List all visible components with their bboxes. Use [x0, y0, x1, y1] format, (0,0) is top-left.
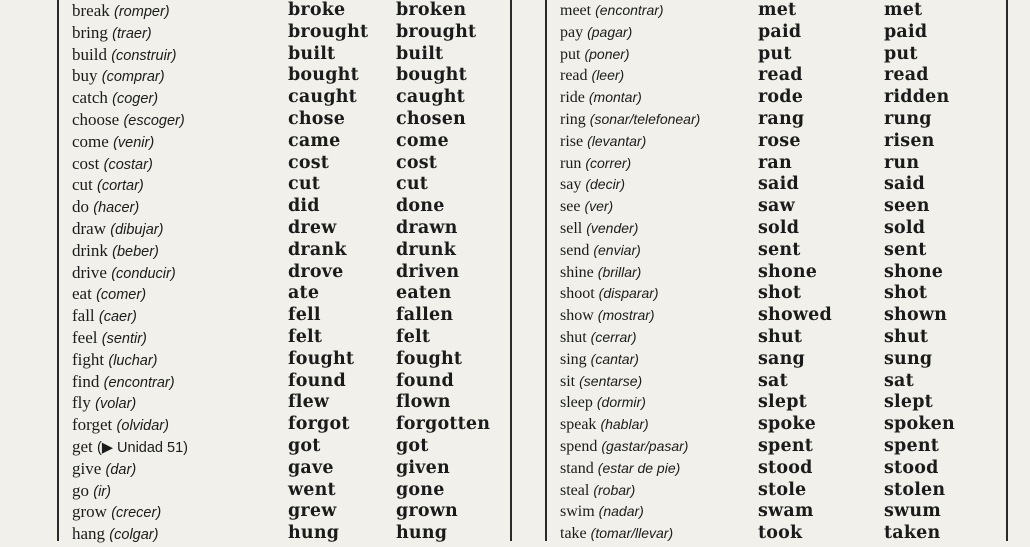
base-form	[72, 414, 169, 438]
base-form	[72, 131, 154, 155]
base-form	[560, 371, 642, 393]
past-participle: driven	[396, 261, 460, 282]
past-participle: said	[884, 174, 925, 195]
base-form	[560, 327, 637, 349]
past-simple: fell	[288, 305, 321, 326]
base-verb: break	[72, 1, 110, 20]
base-verb: buy	[72, 66, 98, 86]
base-verb: shine	[560, 263, 594, 281]
spanish-translation: (cantar)	[590, 350, 639, 367]
past-participle: fought	[396, 348, 463, 369]
base-form	[560, 523, 673, 545]
past-participle: seen	[884, 196, 930, 217]
past-simple: ate	[288, 283, 320, 304]
past-simple: showed	[758, 305, 832, 326]
base-form	[72, 196, 139, 220]
base-form	[72, 458, 136, 482]
base-verb: sell	[560, 219, 583, 237]
spanish-translation: (gastar/pasar)	[601, 437, 689, 454]
base-verb: run	[560, 154, 582, 172]
spanish-translation: (comprar)	[101, 69, 165, 86]
base-form	[560, 305, 655, 327]
base-form	[72, 174, 144, 198]
spanish-translation: (mostrar)	[597, 307, 655, 324]
base-verb: pay	[560, 23, 584, 41]
past-participle: brought	[396, 21, 477, 42]
base-form	[560, 174, 625, 196]
base-form	[72, 87, 158, 111]
spanish-translation: (robar)	[593, 481, 636, 498]
past-simple: sold	[758, 217, 800, 238]
past-participle: eaten	[396, 283, 452, 304]
spanish-translation: (cortar)	[97, 178, 144, 195]
base-verb: grow	[72, 502, 107, 522]
spanish-translation: (construir)	[111, 47, 177, 64]
column-rule	[510, 0, 512, 541]
past-participle: got	[396, 435, 429, 456]
past-participle: stood	[884, 457, 939, 478]
base-verb: ring	[560, 110, 586, 128]
spanish-translation: (disparar)	[598, 285, 659, 302]
base-form	[560, 349, 639, 371]
past-participle: ridden	[884, 87, 950, 108]
past-simple: sent	[758, 239, 801, 260]
base-verb: swim	[560, 503, 595, 521]
past-simple: spent	[758, 435, 814, 456]
base-form	[72, 392, 136, 416]
base-form	[72, 305, 137, 329]
past-simple: rang	[758, 108, 805, 129]
past-participle: done	[396, 196, 445, 217]
past-participle: sat	[884, 370, 914, 391]
past-participle: paid	[884, 21, 928, 42]
base-form	[560, 458, 680, 480]
spanish-translation: (correr)	[585, 154, 632, 171]
past-simple: chose	[288, 108, 346, 129]
past-simple: built	[288, 43, 336, 64]
base-form	[560, 392, 646, 414]
base-form	[560, 436, 688, 458]
base-form	[560, 218, 638, 240]
past-simple: read	[758, 65, 803, 86]
base-verb: cost	[72, 153, 100, 173]
base-verb: drive	[72, 262, 107, 282]
base-form	[72, 262, 176, 286]
spanish-translation: (sentarse)	[579, 372, 643, 389]
base-form	[560, 196, 613, 218]
past-participle: read	[884, 65, 929, 86]
past-simple: swam	[758, 501, 814, 522]
base-verb: catch	[72, 88, 108, 108]
past-participle: flown	[396, 392, 451, 413]
past-participle: bought	[396, 65, 467, 86]
spanish-translation: (dar)	[105, 461, 137, 478]
past-participle: spoken	[884, 414, 955, 435]
spanish-translation: (encontrar)	[595, 2, 664, 18]
past-simple: got	[288, 435, 321, 456]
base-verb: choose	[72, 109, 120, 129]
past-participle: gone	[396, 479, 445, 500]
past-simple: drove	[288, 261, 344, 282]
past-simple: ran	[758, 152, 792, 173]
spanish-translation: (escoger)	[123, 112, 185, 129]
past-participle: stolen	[884, 479, 946, 500]
past-simple: fought	[288, 348, 355, 369]
past-participle: broken	[396, 0, 467, 20]
past-simple: cut	[288, 174, 321, 195]
past-simple: stood	[758, 457, 813, 478]
column-rule	[57, 0, 59, 541]
base-verb: stand	[560, 459, 594, 477]
past-participle: grown	[396, 501, 458, 522]
spanish-translation: (olvidar)	[116, 418, 169, 435]
column-rule	[545, 0, 547, 541]
past-simple: sat	[758, 370, 788, 391]
past-participle: caught	[396, 87, 465, 108]
base-form	[72, 109, 185, 133]
past-participle: shone	[884, 261, 944, 282]
base-form	[560, 414, 649, 436]
spanish-translation: (luchar)	[108, 352, 158, 369]
past-participle: drawn	[396, 217, 458, 238]
past-participle: felt	[396, 326, 431, 347]
past-participle: spent	[884, 435, 940, 456]
past-simple: brought	[288, 21, 369, 42]
spanish-translation: (venir)	[113, 134, 155, 151]
past-participle: shown	[884, 305, 948, 326]
base-verb: sit	[560, 372, 576, 390]
past-simple: hung	[288, 523, 340, 544]
base-verb: drink	[72, 240, 108, 260]
past-participle: shut	[884, 326, 929, 347]
past-simple: slept	[758, 392, 807, 413]
spanish-translation: (sentir)	[101, 330, 147, 347]
base-verb: show	[560, 307, 594, 325]
past-participle: come	[396, 130, 449, 151]
past-participle: swum	[884, 501, 941, 522]
base-verb: speak	[560, 416, 597, 434]
base-form	[560, 501, 644, 523]
past-participle: cost	[396, 152, 438, 173]
base-verb: come	[72, 131, 109, 151]
base-verb: forget	[72, 415, 113, 435]
base-verb: fight	[72, 349, 105, 369]
base-verb: shoot	[560, 285, 595, 303]
base-verb: build	[72, 44, 107, 64]
base-verb: get	[72, 436, 93, 456]
base-form	[72, 501, 161, 525]
spanish-translation: (montar)	[588, 89, 642, 106]
past-simple: spoke	[758, 414, 817, 435]
base-verb: rise	[560, 132, 584, 150]
spanish-translation: (estar de pie)	[597, 459, 681, 476]
spanish-translation: (cerrar)	[590, 328, 637, 345]
past-participle: hung	[396, 523, 448, 544]
base-verb: hang	[72, 524, 106, 544]
base-verb: shut	[560, 328, 587, 346]
past-simple: took	[758, 523, 803, 544]
spanish-translation: (brillar)	[597, 263, 642, 280]
spanish-translation: (costar)	[103, 156, 153, 173]
spanish-translation: (decir)	[585, 176, 625, 193]
past-simple: came	[288, 130, 341, 151]
past-participle: built	[396, 43, 444, 64]
past-participle: given	[396, 457, 450, 478]
base-verb: fall	[72, 306, 95, 326]
base-verb: feel	[72, 327, 98, 347]
spanish-translation: (enviar)	[593, 241, 641, 258]
past-participle: rung	[884, 108, 932, 129]
past-participle: found	[396, 370, 454, 391]
spanish-translation: (tomar/llevar)	[590, 525, 674, 542]
past-participle: sold	[884, 217, 926, 238]
past-participle: shot	[884, 283, 928, 304]
past-simple: felt	[288, 326, 323, 347]
base-form	[560, 22, 632, 44]
past-simple: forgot	[288, 414, 350, 435]
base-verb: draw	[72, 218, 106, 238]
base-verb: sleep	[560, 394, 593, 412]
past-simple: went	[288, 479, 336, 500]
base-form	[72, 0, 170, 24]
spanish-translation: (dormir)	[596, 394, 646, 411]
base-verb: eat	[72, 284, 92, 304]
past-participle: met	[884, 0, 923, 20]
past-simple: cost	[288, 152, 330, 173]
base-form	[560, 131, 646, 153]
past-simple: sang	[758, 348, 805, 369]
past-simple: paid	[758, 21, 802, 42]
spanish-translation: (ir)	[93, 483, 111, 500]
past-simple: stole	[758, 479, 807, 500]
past-simple: bought	[288, 65, 359, 86]
past-participle: risen	[884, 130, 935, 151]
spanish-translation: (beber)	[112, 243, 159, 260]
base-form	[72, 218, 163, 242]
spanish-translation: (sonar/telefonear)	[589, 110, 701, 127]
base-verb: do	[72, 197, 89, 217]
base-form	[560, 44, 630, 66]
base-form	[72, 436, 188, 460]
past-simple: shot	[758, 283, 802, 304]
base-form	[72, 371, 175, 395]
base-verb: ride	[560, 89, 585, 107]
past-simple: drank	[288, 239, 347, 260]
past-simple: put	[758, 43, 792, 64]
past-simple: saw	[758, 196, 795, 217]
past-participle: cut	[396, 174, 429, 195]
spanish-translation: (ver)	[584, 198, 614, 215]
base-verb: sing	[560, 350, 587, 368]
unit-reference: (▶ Unidad 51)	[97, 439, 188, 456]
base-verb: fly	[72, 393, 91, 413]
base-form	[560, 109, 700, 131]
past-participle: fallen	[396, 305, 454, 326]
base-verb: read	[560, 67, 588, 85]
past-simple: found	[288, 370, 346, 391]
base-form	[72, 349, 158, 373]
base-verb: find	[72, 371, 100, 391]
spanish-translation: (crecer)	[111, 505, 162, 522]
past-participle: taken	[884, 523, 941, 544]
base-form	[72, 44, 176, 68]
base-form	[560, 262, 641, 284]
base-form	[72, 480, 111, 504]
spanish-translation: (volar)	[95, 396, 137, 413]
base-form	[72, 283, 146, 307]
spanish-translation: (romper)	[114, 4, 170, 20]
base-verb: meet	[560, 2, 592, 19]
base-form	[72, 65, 165, 89]
base-form	[560, 240, 641, 262]
base-verb: go	[72, 480, 89, 500]
spanish-translation: (encontrar)	[103, 374, 175, 391]
past-simple: rose	[758, 130, 801, 151]
base-form	[560, 87, 642, 109]
past-simple: broke	[288, 0, 346, 20]
past-participle: drunk	[396, 239, 457, 260]
base-form	[560, 0, 664, 22]
base-verb: bring	[72, 22, 108, 42]
base-verb: cut	[72, 175, 93, 195]
spanish-translation: (levantar)	[587, 132, 647, 149]
past-simple: shone	[758, 261, 818, 282]
spanish-translation: (nadar)	[598, 503, 644, 520]
base-verb: give	[72, 458, 102, 478]
spanish-translation: (comer)	[96, 287, 147, 304]
past-participle: run	[884, 152, 920, 173]
past-participle: forgotten	[396, 414, 491, 435]
spanish-translation: (traer)	[112, 25, 152, 42]
spanish-translation: (caer)	[98, 309, 137, 326]
past-participle: chosen	[396, 108, 466, 129]
past-simple: said	[758, 174, 799, 195]
past-simple: drew	[288, 217, 337, 238]
base-form	[72, 523, 158, 547]
past-simple: grew	[288, 501, 337, 522]
base-verb: steal	[560, 481, 590, 499]
base-form	[560, 65, 624, 87]
base-form	[560, 153, 631, 175]
past-simple: flew	[288, 392, 330, 413]
past-simple: did	[288, 196, 320, 217]
past-participle: sung	[884, 348, 933, 369]
spanish-translation: (dibujar)	[110, 221, 164, 238]
past-participle: sent	[884, 239, 927, 260]
spanish-translation: (vender)	[586, 219, 639, 236]
spanish-translation: (pagar)	[587, 23, 633, 40]
base-verb: say	[560, 176, 582, 194]
spanish-translation: (poner)	[584, 45, 630, 62]
past-simple: rode	[758, 87, 804, 108]
spanish-translation: (leer)	[591, 67, 625, 84]
base-verb: send	[560, 241, 590, 259]
base-form	[560, 283, 659, 305]
base-form	[72, 22, 152, 46]
spanish-translation: (colgar)	[109, 527, 159, 544]
base-verb: put	[560, 45, 581, 63]
base-form	[560, 480, 635, 502]
past-simple: shut	[758, 326, 803, 347]
column-rule	[1006, 0, 1008, 541]
spanish-translation: (hacer)	[93, 200, 140, 217]
past-participle: put	[884, 43, 918, 64]
base-form	[72, 240, 159, 264]
past-simple: caught	[288, 87, 357, 108]
spanish-translation: (hablar)	[600, 416, 649, 433]
base-verb: take	[560, 525, 587, 543]
past-simple: gave	[288, 457, 334, 478]
base-verb: see	[560, 198, 581, 216]
past-participle: slept	[884, 392, 933, 413]
base-verb: spend	[560, 437, 598, 455]
base-form	[72, 327, 147, 351]
past-simple: met	[758, 0, 797, 20]
base-form	[72, 153, 153, 177]
spanish-translation: (conducir)	[111, 265, 176, 282]
spanish-translation: (coger)	[112, 91, 159, 108]
